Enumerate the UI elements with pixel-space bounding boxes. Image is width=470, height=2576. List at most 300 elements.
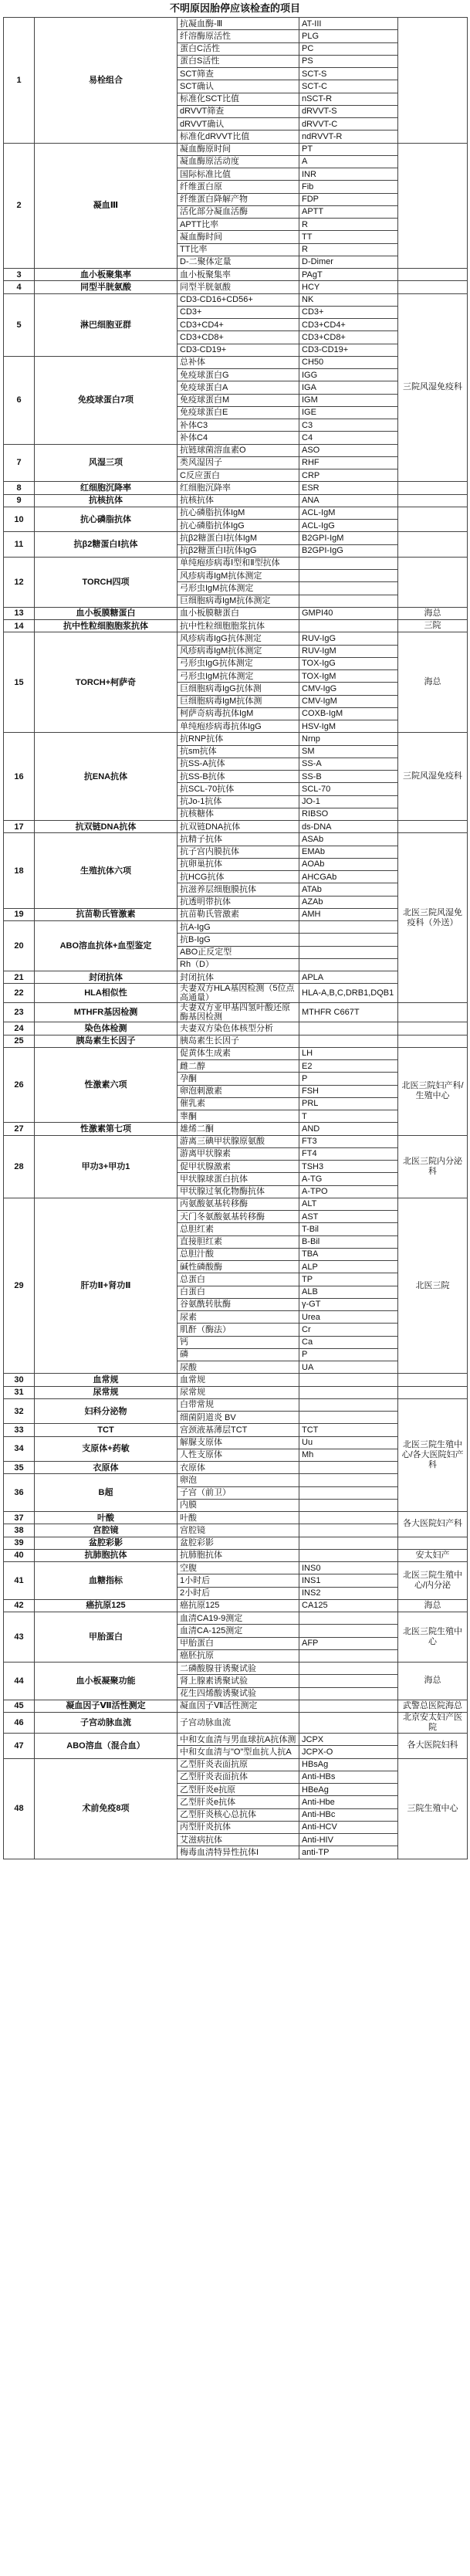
test-code: INS2 bbox=[299, 1587, 398, 1599]
test-code: dRVVT-S bbox=[299, 105, 398, 117]
test-code: GMPI40 bbox=[299, 607, 398, 619]
test-code bbox=[299, 934, 398, 946]
test-item: 总补体 bbox=[178, 356, 299, 368]
test-code: CD3-CD19+ bbox=[299, 344, 398, 356]
test-item: 甲胎蛋白 bbox=[178, 1637, 299, 1649]
group-number: 10 bbox=[4, 507, 35, 532]
test-code: B-Bil bbox=[299, 1235, 398, 1248]
test-item: 抗RNP抗体 bbox=[178, 733, 299, 745]
test-code: HSV-IgM bbox=[299, 720, 398, 733]
test-code: PAgT bbox=[299, 269, 398, 281]
table-row bbox=[4, 444, 468, 456]
group-name: 血小板凝聚功能 bbox=[35, 1663, 178, 1700]
test-item: 抗HCG抗体 bbox=[178, 871, 299, 883]
group-name: 宫腔镜 bbox=[35, 1524, 178, 1537]
test-code: ACL-IgG bbox=[299, 520, 398, 532]
hospital-department: 北医三院生殖中心 bbox=[398, 1612, 468, 1663]
test-code: JCPX bbox=[299, 1734, 398, 1746]
hospital-department: 武警总医院海总 bbox=[398, 1700, 468, 1712]
group-name: 尿常规 bbox=[35, 1386, 178, 1398]
test-code: HLA-A,B,C,DRB1,DQB1 bbox=[299, 984, 398, 1003]
group-number: 30 bbox=[4, 1374, 35, 1386]
hospital-department: 北医三院生殖中心/各大医院妇产科 bbox=[398, 1398, 468, 1511]
test-item: 细菌阴道炎 BV bbox=[178, 1412, 299, 1424]
group-name: 甲胎蛋白 bbox=[35, 1612, 178, 1663]
group-name: 抗中性粒细胞胞浆抗体 bbox=[35, 620, 178, 632]
test-item: 风疹病毒IgG抗体测定 bbox=[178, 632, 299, 645]
test-item: 国际标准比值 bbox=[178, 168, 299, 181]
test-code: B2GPI-IgG bbox=[299, 544, 398, 557]
test-code: ATAb bbox=[299, 883, 398, 896]
test-code bbox=[299, 1022, 398, 1035]
table-row bbox=[4, 1198, 468, 1210]
test-code: Anti-HBc bbox=[299, 1808, 398, 1821]
test-code: ESR bbox=[299, 482, 398, 494]
test-item: 纤溶酶原活性 bbox=[178, 30, 299, 42]
test-item: 肌酐（酶法） bbox=[178, 1324, 299, 1336]
group-number: 26 bbox=[4, 1047, 35, 1123]
test-code: Anti-HIV bbox=[299, 1834, 398, 1846]
test-code: CRP bbox=[299, 469, 398, 482]
group-name: 易栓组合 bbox=[35, 18, 178, 144]
test-item: 抗链球菌溶血素O bbox=[178, 444, 299, 456]
test-code: CD3+CD8+ bbox=[299, 331, 398, 344]
test-code: R bbox=[299, 243, 398, 256]
group-name: 盆腔彩影 bbox=[35, 1537, 178, 1549]
group-name: MTHFR基因检测 bbox=[35, 1003, 178, 1022]
group-name: 免疫球蛋白7项 bbox=[35, 356, 178, 444]
table-row bbox=[4, 143, 468, 155]
test-item: 丙型肝炎抗体 bbox=[178, 1821, 299, 1833]
test-code: γ-GT bbox=[299, 1298, 398, 1310]
test-item: 癌抗原125 bbox=[178, 1599, 299, 1612]
test-code: RIBSO bbox=[299, 808, 398, 820]
test-code: TOX-IgG bbox=[299, 657, 398, 669]
test-code: E2 bbox=[299, 1060, 398, 1073]
test-code: A bbox=[299, 155, 398, 168]
group-name: B超 bbox=[35, 1474, 178, 1512]
test-item: 抗SS-B抗体 bbox=[178, 771, 299, 783]
test-item: 解脲支原体 bbox=[178, 1436, 299, 1449]
test-item: 抗A-IgG bbox=[178, 921, 299, 934]
test-item: TT比率 bbox=[178, 243, 299, 256]
test-code: C4 bbox=[299, 432, 398, 444]
hospital-department: 北医三院内分泌科 bbox=[398, 1135, 468, 1198]
test-code bbox=[299, 1612, 398, 1625]
hospital-department-empty bbox=[398, 269, 468, 281]
test-code bbox=[299, 557, 398, 569]
test-code: ALB bbox=[299, 1286, 398, 1298]
test-code: TT bbox=[299, 231, 398, 243]
table-row bbox=[4, 281, 468, 293]
group-number: 28 bbox=[4, 1135, 35, 1198]
test-item: 血常规 bbox=[178, 1374, 299, 1386]
test-item: 空腹 bbox=[178, 1562, 299, 1574]
test-item: 红细胞沉降率 bbox=[178, 482, 299, 494]
test-item: 抗Jo-1抗体 bbox=[178, 795, 299, 808]
group-name: ABO溶血（混合血） bbox=[35, 1734, 178, 1759]
test-item: 巨细胞病毒IgM抗体测定 bbox=[178, 595, 299, 607]
table-row bbox=[4, 1612, 468, 1625]
group-name: 封闭抗体 bbox=[35, 971, 178, 984]
test-code: T bbox=[299, 1110, 398, 1123]
group-name: 血小板膜糖蛋白 bbox=[35, 607, 178, 619]
group-name: HLA相似性 bbox=[35, 984, 178, 1003]
hospital-department: 各大医院妇科 bbox=[398, 1734, 468, 1759]
test-code: TBA bbox=[299, 1248, 398, 1260]
test-code: INS0 bbox=[299, 1562, 398, 1574]
test-item: 补体C4 bbox=[178, 432, 299, 444]
test-item: 抗B-IgG bbox=[178, 934, 299, 946]
test-code: RUV-IgG bbox=[299, 632, 398, 645]
group-number: 48 bbox=[4, 1758, 35, 1859]
hospital-department: 北医三院 bbox=[398, 1198, 468, 1374]
test-item: 二磷酸腺苷诱聚试验 bbox=[178, 1663, 299, 1675]
test-item: 中和女血清与"O"型血抗人抗A bbox=[178, 1746, 299, 1758]
group-name: ABO溶血抗体+血型鉴定 bbox=[35, 921, 178, 971]
test-code: HBeAg bbox=[299, 1784, 398, 1796]
test-item: 癌胚抗原 bbox=[178, 1649, 299, 1662]
test-item: D-二聚体定量 bbox=[178, 256, 299, 268]
test-code: AOAb bbox=[299, 858, 398, 870]
test-code: ds-DNA bbox=[299, 821, 398, 833]
test-item: 免疫球蛋白A bbox=[178, 381, 299, 394]
group-name: 凝血因子Ⅶ活性测定 bbox=[35, 1700, 178, 1712]
test-code: PT bbox=[299, 143, 398, 155]
test-item: 夫妻双方亚甲基四氢叶酸还原酶基因检测 bbox=[178, 1003, 299, 1022]
test-item: 弓形虫IgM抗体测定 bbox=[178, 670, 299, 683]
group-number: 35 bbox=[4, 1462, 35, 1474]
group-name: 抗肺胞抗体 bbox=[35, 1549, 178, 1561]
group-number: 24 bbox=[4, 1022, 35, 1035]
group-name: TCT bbox=[35, 1424, 178, 1436]
group-number: 1 bbox=[4, 18, 35, 144]
test-code: AST bbox=[299, 1211, 398, 1223]
table-row bbox=[4, 1474, 468, 1486]
test-code: IGE bbox=[299, 406, 398, 419]
test-code: IGA bbox=[299, 381, 398, 394]
hospital-department: 三院风湿免疫科 bbox=[398, 733, 468, 821]
test-code: TSH3 bbox=[299, 1161, 398, 1173]
test-code: D-Dimer bbox=[299, 256, 398, 268]
test-code bbox=[299, 1625, 398, 1637]
test-item: 乙型肝炎表面抗体 bbox=[178, 1771, 299, 1783]
test-item: 抗SCL-70抗体 bbox=[178, 783, 299, 795]
test-item: 梅毒血清特异性抗体I bbox=[178, 1846, 299, 1859]
group-number: 32 bbox=[4, 1398, 35, 1424]
test-code: C3 bbox=[299, 419, 398, 432]
table-row bbox=[4, 1386, 468, 1398]
test-item: 风疹病毒IgM抗体测定 bbox=[178, 645, 299, 657]
test-item: 花生四烯酸诱聚试验 bbox=[178, 1687, 299, 1700]
test-item: 蛋白C活性 bbox=[178, 42, 299, 55]
table-row bbox=[4, 269, 468, 281]
test-item: 抗sm抗体 bbox=[178, 745, 299, 758]
test-item: 标准化SCT比值 bbox=[178, 93, 299, 105]
test-item: 尿常规 bbox=[178, 1386, 299, 1398]
hospital-department-empty bbox=[398, 281, 468, 293]
test-item: 夫妻双方HLA基因检测（5位点高通量） bbox=[178, 984, 299, 1003]
test-item: 抗核抗体 bbox=[178, 494, 299, 507]
test-item: 抗精子抗体 bbox=[178, 833, 299, 846]
table-row bbox=[4, 18, 468, 30]
test-code: TP bbox=[299, 1273, 398, 1286]
group-name: TORCH+柯萨奇 bbox=[35, 632, 178, 733]
test-code: INR bbox=[299, 168, 398, 181]
table-row bbox=[4, 1462, 468, 1474]
test-code bbox=[299, 1675, 398, 1687]
test-item: dRVVT确认 bbox=[178, 118, 299, 130]
test-item: 柯萨奇病毒抗体IgM bbox=[178, 707, 299, 720]
test-item: SCT确认 bbox=[178, 80, 299, 93]
hospital-department: 海总 bbox=[398, 1599, 468, 1612]
group-number: 9 bbox=[4, 494, 35, 507]
test-code: PS bbox=[299, 55, 398, 67]
group-name: 淋巴细胞亚群 bbox=[35, 293, 178, 356]
test-item: 促黄体生成素 bbox=[178, 1047, 299, 1059]
test-code: RUV-IgM bbox=[299, 645, 398, 657]
test-item: 睾酮 bbox=[178, 1110, 299, 1123]
table-row bbox=[4, 494, 468, 507]
test-item: 雌二醇 bbox=[178, 1060, 299, 1073]
test-item: CD3-CD19+ bbox=[178, 344, 299, 356]
test-item: ABO正反定型 bbox=[178, 946, 299, 958]
test-code: NK bbox=[299, 293, 398, 306]
table-row bbox=[4, 821, 468, 833]
table-row bbox=[4, 1424, 468, 1436]
test-code: JCPX-O bbox=[299, 1746, 398, 1758]
test-item: 宫腔镜 bbox=[178, 1524, 299, 1537]
test-item: 总胆红素 bbox=[178, 1223, 299, 1235]
group-name: 抗双链DNA抗体 bbox=[35, 821, 178, 833]
test-code bbox=[299, 1537, 398, 1549]
group-name: 红细胞沉降率 bbox=[35, 482, 178, 494]
group-number: 16 bbox=[4, 733, 35, 821]
test-code bbox=[299, 1663, 398, 1675]
test-item: 补体C3 bbox=[178, 419, 299, 432]
table-row bbox=[4, 1700, 468, 1712]
test-item: 抗中性粒细胞胞浆抗体 bbox=[178, 620, 299, 632]
test-item: 巨细胞病毒IgM抗体测 bbox=[178, 695, 299, 707]
test-item: 总蛋白 bbox=[178, 1273, 299, 1286]
group-name: 术前免疫8项 bbox=[35, 1758, 178, 1859]
test-code: Anti-Hbe bbox=[299, 1796, 398, 1808]
test-code: Urea bbox=[299, 1311, 398, 1324]
hospital-department: 北京安太妇产医院 bbox=[398, 1713, 468, 1734]
exam-table bbox=[3, 17, 468, 1859]
test-item: 卵泡 bbox=[178, 1474, 299, 1486]
test-item: 免疫球蛋白M bbox=[178, 394, 299, 406]
test-item: 乙型肝炎核心总抗体 bbox=[178, 1808, 299, 1821]
test-item: 白带常规 bbox=[178, 1398, 299, 1411]
group-number: 19 bbox=[4, 908, 35, 920]
group-number: 23 bbox=[4, 1003, 35, 1022]
table-row bbox=[4, 1003, 468, 1022]
test-item: 弓形虫IgG抗体测定 bbox=[178, 657, 299, 669]
test-item: CD3+ bbox=[178, 306, 299, 318]
hospital-department: 各大医院妇产科 bbox=[398, 1512, 468, 1537]
hospital-department-empty bbox=[398, 143, 468, 269]
hospital-department: 三院 bbox=[398, 620, 468, 632]
test-item: 风疹病毒IgM抗体测定 bbox=[178, 570, 299, 582]
test-code bbox=[299, 1687, 398, 1700]
test-item: 免疫球蛋白E bbox=[178, 406, 299, 419]
group-number: 14 bbox=[4, 620, 35, 632]
table-row bbox=[4, 908, 468, 920]
test-item: 类风湿因子 bbox=[178, 456, 299, 469]
test-item: 钙 bbox=[178, 1336, 299, 1348]
test-code: ASAb bbox=[299, 833, 398, 846]
test-code bbox=[299, 1524, 398, 1537]
group-number: 44 bbox=[4, 1663, 35, 1700]
test-code: SCL-70 bbox=[299, 783, 398, 795]
test-item: 1小时后 bbox=[178, 1574, 299, 1587]
test-code: Nrnp bbox=[299, 733, 398, 745]
group-number: 45 bbox=[4, 1700, 35, 1712]
test-code: FSH bbox=[299, 1085, 398, 1097]
test-code: ALT bbox=[299, 1198, 398, 1210]
test-code: AND bbox=[299, 1123, 398, 1135]
table-row bbox=[4, 921, 468, 934]
test-item: Rh（D） bbox=[178, 958, 299, 971]
test-code bbox=[299, 620, 398, 632]
test-item: 抗β2糖蛋白Ⅰ抗体IgM bbox=[178, 532, 299, 544]
test-item: dRVVT筛查 bbox=[178, 105, 299, 117]
group-number: 22 bbox=[4, 984, 35, 1003]
group-name: 癌抗原125 bbox=[35, 1599, 178, 1612]
hospital-department: 北医三院风湿免疫科（外送） bbox=[398, 833, 468, 1003]
group-name: 抗心磷脂抗体 bbox=[35, 507, 178, 532]
test-code bbox=[299, 1474, 398, 1486]
group-number: 40 bbox=[4, 1549, 35, 1561]
group-number: 42 bbox=[4, 1599, 35, 1612]
group-number: 33 bbox=[4, 1424, 35, 1436]
group-number: 4 bbox=[4, 281, 35, 293]
test-item: 催乳素 bbox=[178, 1097, 299, 1110]
group-number: 41 bbox=[4, 1562, 35, 1600]
test-code: SCT-S bbox=[299, 68, 398, 80]
test-code: JO-1 bbox=[299, 795, 398, 808]
table-row bbox=[4, 1562, 468, 1574]
table-row bbox=[4, 1123, 468, 1135]
test-code: APLA bbox=[299, 971, 398, 984]
group-name: 抗β2糖蛋白Ⅰ抗体 bbox=[35, 532, 178, 558]
group-number: 21 bbox=[4, 971, 35, 984]
test-code bbox=[299, 1374, 398, 1386]
test-item: 肾上腺素诱聚试验 bbox=[178, 1675, 299, 1687]
test-item: 抗双链DNA抗体 bbox=[178, 821, 299, 833]
test-item: APTT比率 bbox=[178, 219, 299, 231]
group-name: 抗ENA抗体 bbox=[35, 733, 178, 821]
hospital-department: 北医三院妇产科/生殖中心 bbox=[398, 1047, 468, 1135]
group-name: 血小板聚集率 bbox=[35, 269, 178, 281]
group-number: 29 bbox=[4, 1198, 35, 1374]
test-item: 抗凝血酶-Ⅲ bbox=[178, 18, 299, 30]
table-row bbox=[4, 1047, 468, 1059]
test-item: 游离三碘甲状腺原氨酸 bbox=[178, 1135, 299, 1147]
test-code bbox=[299, 1412, 398, 1424]
test-item: 免疫球蛋白G bbox=[178, 369, 299, 381]
hospital-department-empty bbox=[398, 1386, 468, 1398]
test-item: 封闭抗体 bbox=[178, 971, 299, 984]
test-item: 艾滋病抗体 bbox=[178, 1834, 299, 1846]
table-row bbox=[4, 1398, 468, 1411]
test-code: ACL-IgM bbox=[299, 507, 398, 519]
test-item: 标准化dRVVT比值 bbox=[178, 130, 299, 143]
test-code bbox=[299, 582, 398, 595]
hospital-department: 三院生殖中心 bbox=[398, 1758, 468, 1859]
test-item: 夫妻双方染色体核型分析 bbox=[178, 1022, 299, 1035]
hospital-department: 海总 bbox=[398, 632, 468, 733]
group-number: 7 bbox=[4, 444, 35, 482]
table-row bbox=[4, 1512, 468, 1524]
group-name: 性激素第七项 bbox=[35, 1123, 178, 1135]
group-number: 8 bbox=[4, 482, 35, 494]
test-item: 宫颈液基薄层TCT bbox=[178, 1424, 299, 1436]
group-name: TORCH四项 bbox=[35, 557, 178, 607]
group-name: 同型半胱氨酸 bbox=[35, 281, 178, 293]
table-row bbox=[4, 293, 468, 306]
hospital-department-empty bbox=[398, 482, 468, 494]
test-code bbox=[299, 1700, 398, 1712]
test-code bbox=[299, 1035, 398, 1047]
test-code: AFP bbox=[299, 1637, 398, 1649]
test-item: 叶酸 bbox=[178, 1512, 299, 1524]
test-code: TCT bbox=[299, 1424, 398, 1436]
test-code: PC bbox=[299, 42, 398, 55]
test-item: 子宫动脉血流 bbox=[178, 1713, 299, 1734]
table-row bbox=[4, 971, 468, 984]
hospital-department-empty bbox=[398, 1035, 468, 1047]
test-item: 甲状腺过氧化物酶抗体 bbox=[178, 1185, 299, 1198]
test-code: ASO bbox=[299, 444, 398, 456]
hospital-department: 三院风湿免疫科 bbox=[398, 293, 468, 482]
table-row bbox=[4, 1734, 468, 1746]
test-code: FDP bbox=[299, 193, 398, 205]
test-item: 同型半胱氨酸 bbox=[178, 281, 299, 293]
test-item: 抗SS-A抗体 bbox=[178, 758, 299, 770]
test-code bbox=[299, 958, 398, 971]
test-code: TOX-IgM bbox=[299, 670, 398, 683]
test-item: 凝血酶原时间 bbox=[178, 143, 299, 155]
hospital-department: 海总 bbox=[398, 607, 468, 619]
test-item: 凝血因子Ⅶ活性测定 bbox=[178, 1700, 299, 1712]
test-item: 血小板聚集率 bbox=[178, 269, 299, 281]
test-code: SM bbox=[299, 745, 398, 758]
test-code: Ca bbox=[299, 1336, 398, 1348]
test-code: Uu bbox=[299, 1436, 398, 1449]
test-item: 谷氨酰转肽酶 bbox=[178, 1298, 299, 1310]
test-code: PLG bbox=[299, 30, 398, 42]
test-item: 胰岛素生长因子 bbox=[178, 1035, 299, 1047]
test-code: Anti-HBs bbox=[299, 1771, 398, 1783]
test-code: B2GPI-IgM bbox=[299, 532, 398, 544]
test-item: CD3+CD8+ bbox=[178, 331, 299, 344]
group-number: 27 bbox=[4, 1123, 35, 1135]
test-code: PRL bbox=[299, 1097, 398, 1110]
test-code: RHF bbox=[299, 456, 398, 469]
table-row bbox=[4, 1537, 468, 1549]
group-number: 34 bbox=[4, 1436, 35, 1462]
test-code bbox=[299, 1386, 398, 1398]
test-code: Anti-HCV bbox=[299, 1821, 398, 1833]
test-item: 血清CA-125测定 bbox=[178, 1625, 299, 1637]
test-code: SCT-C bbox=[299, 80, 398, 93]
group-name: 抗核抗体 bbox=[35, 494, 178, 507]
test-item: 抗β2糖蛋白Ⅰ抗体IgG bbox=[178, 544, 299, 557]
test-code: INS1 bbox=[299, 1574, 398, 1587]
test-code bbox=[299, 1486, 398, 1499]
